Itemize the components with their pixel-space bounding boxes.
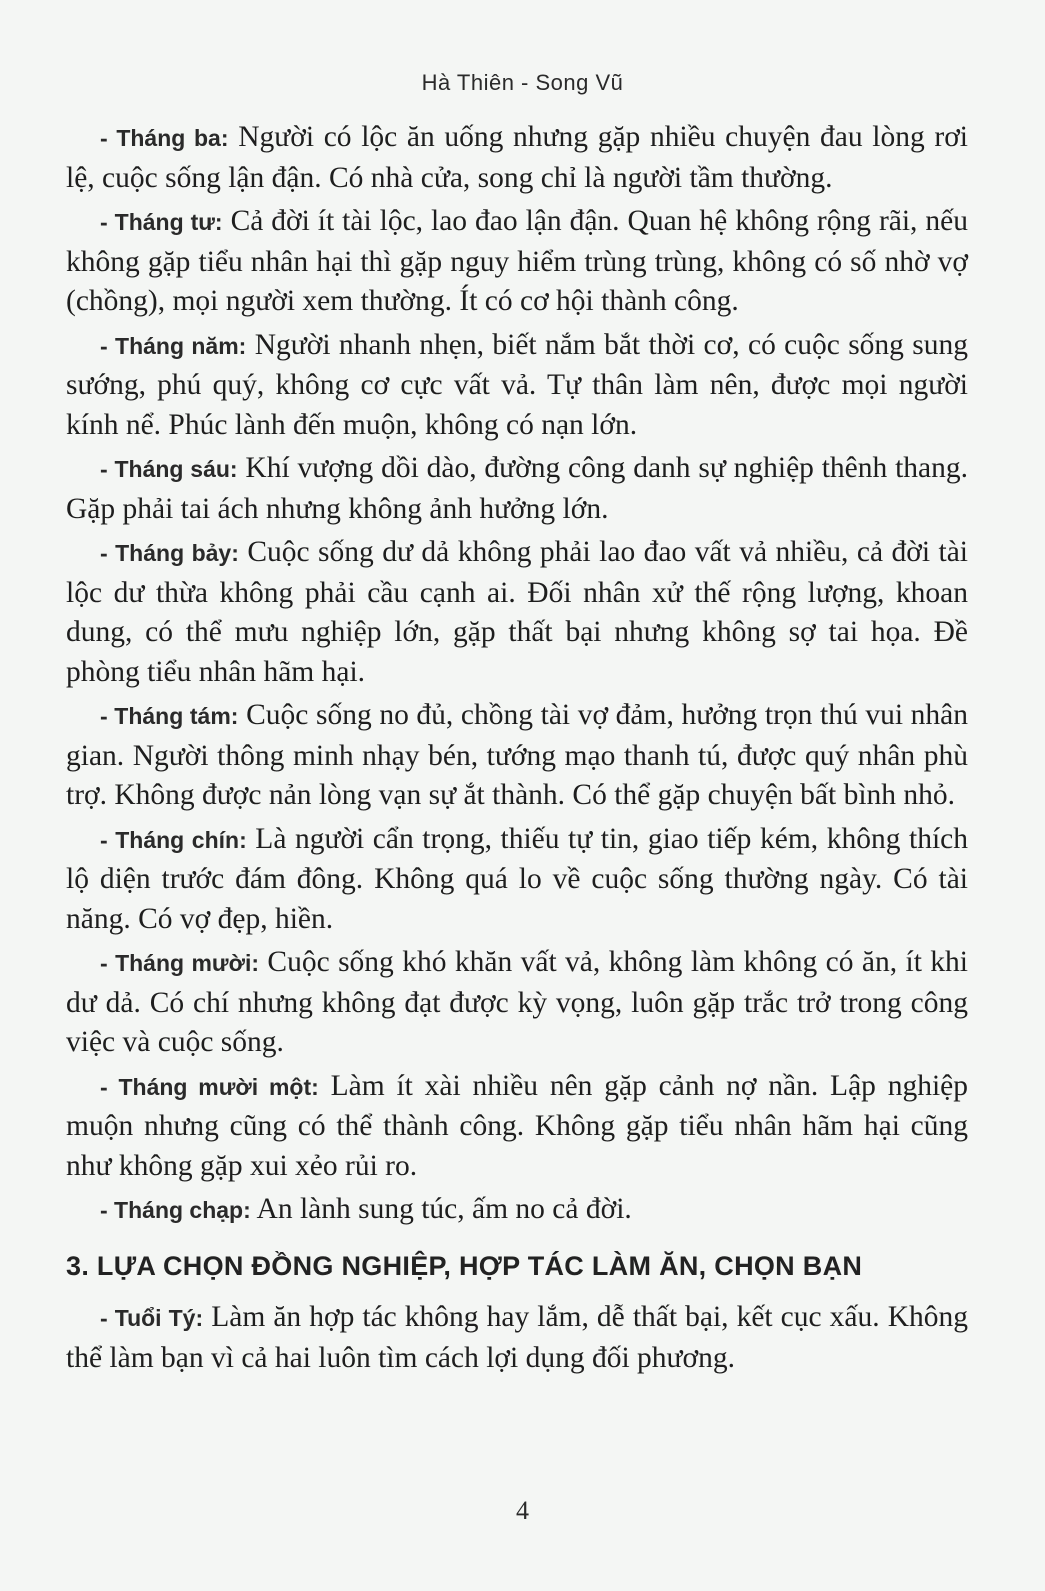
entry-label: - Tháng tám: bbox=[100, 703, 239, 729]
entry-label: - Tháng chạp: bbox=[100, 1197, 251, 1223]
entry-label: - Tháng mười một: bbox=[100, 1073, 319, 1100]
entry-thang-sau bbox=[66, 449, 968, 529]
entry-label: - Tháng mười: bbox=[100, 950, 259, 976]
entry-label: - Tháng ba: bbox=[100, 125, 229, 151]
entry-thang-muoi-mot bbox=[66, 1067, 968, 1187]
entry-text: An lành sung túc, ấm no cả đời. bbox=[256, 1193, 632, 1225]
entry-thang-ba bbox=[66, 118, 968, 198]
entry-thang-muoi bbox=[66, 943, 968, 1063]
entry-text: Làm ít xài nhiều nên gặp cảnh nợ nần. Lập nghiệp muộn nhưng cũng có thể thành công. Không gặp tiểu nhân hãm hại cũng như không gặp xui xẻo rủi ro. bbox=[66, 1069, 969, 1182]
entry-label: - Tháng năm: bbox=[100, 332, 247, 359]
entry-label: - Tuổi Tý: bbox=[100, 1305, 204, 1331]
entry-thang-chin bbox=[66, 820, 968, 940]
page-number: 4 bbox=[516, 1496, 529, 1525]
entry-label: - Tháng bảy: bbox=[100, 540, 239, 566]
entry-thang-nam bbox=[66, 326, 968, 446]
entry-text: Người có lộc ăn uống nhưng gặp nhiều chuyện đau lòng rơi lệ, cuộc sống lận đận. Có nhà cửa, song chỉ là người tầm thường. bbox=[66, 121, 969, 194]
body-text bbox=[66, 118, 968, 1378]
section-heading: 3. LỰA CHỌN ĐỒNG NGHIỆP, HỢP TÁC LÀM ĂN, CHỌN BẠN bbox=[66, 1250, 863, 1281]
entry-thang-tu bbox=[66, 202, 968, 322]
entry-tuoi-ty bbox=[66, 1298, 968, 1378]
entry-thang-chap bbox=[66, 1190, 968, 1231]
entry-text: Khí vượng dồi dào, đường công danh sự nghiệp thênh thang. Gặp phải tai ách nhưng không ảnh hưởng lớn. bbox=[66, 452, 968, 525]
entry-text: Cuộc sống dư dả không phải lao đao vất vả nhiều, cả đời tài lộc dư thừa không phải cầu cạnh ai. Đối nhân xử thế rộng lượng, khoan dung, có thể mưu nghiệp lớn, gặp thất bại nhưng không sợ tai họa. Đề phòng tiểu nhân hãm hại. bbox=[66, 536, 968, 688]
entry-text: Làm ăn hợp tác không hay lắm, dễ thất bại, kết cục xấu. Không thể làm bạn vì cả hai luôn tìm cách lợi dụng đối phương. bbox=[66, 1301, 968, 1374]
entry-label: - Tháng chín: bbox=[100, 826, 247, 853]
entry-thang-bay bbox=[66, 533, 968, 692]
entry-text: Cả đời ít tài lộc, lao đao lận đận. Quan hệ không rộng rãi, nếu không gặp tiểu nhân hại thì gặp nguy hiểm trùng trùng, không có số nhờ vợ (chồng), mọi người xem thường. Ít có cơ hội thành công. bbox=[66, 205, 968, 317]
entry-text: Là người cẩn trọng, thiếu tự tin, giao tiếp kém, không thích lộ diện trước đám đông. Không quá lo về cuộc sống thường ngày. Có tài năng. Có vợ đẹp, hiền. bbox=[66, 822, 969, 935]
entry-text: Cuộc sống no đủ, chồng tài vợ đảm, hưởng trọn thú vui nhân gian. Người thông minh nhạy bén, tướng mạo thanh tú, được quý nhân phù trợ. Không được nản lòng vạn sự ắt thành. Có thể gặp chuyện bất bình nhỏ. bbox=[66, 699, 969, 811]
entry-label: - Tháng tư: bbox=[100, 209, 223, 235]
entry-text: Người nhanh nhẹn, biết nắm bắt thời cơ, có cuộc sống sung sướng, phú quý, không cơ cực vất vả. Tự thân làm nên, được mọi người kính nể. Phúc lành đến muộn, không có nạn lớn. bbox=[66, 328, 968, 441]
entry-thang-tam bbox=[66, 696, 968, 816]
entry-text: Cuộc sống khó khăn vất vả, không làm không có ăn, ít khi dư dả. Có chí nhưng không đạt được kỳ vọng, luôn gặp trắc trở trong công việc và cuộc sống. bbox=[66, 946, 968, 1058]
running-head: Hà Thiên - Song Vũ bbox=[421, 70, 624, 95]
entry-label: - Tháng sáu: bbox=[100, 456, 238, 482]
